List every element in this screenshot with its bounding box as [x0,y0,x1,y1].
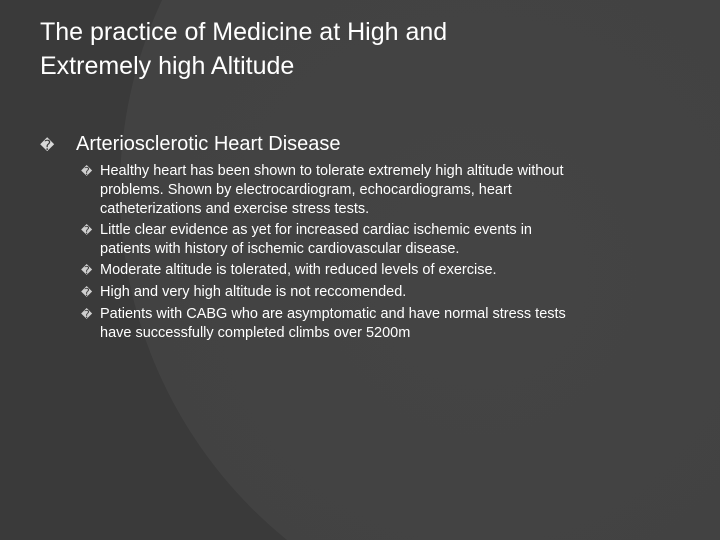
box-bullet-icon: � [81,225,93,237]
sub-bullet-line: catheterizations and exercise stress tests. [100,201,370,217]
box-bullet-icon: � [81,166,93,178]
sub-bullet-item [81,283,641,303]
sub-bullet-text [100,283,406,302]
main-bullet-label: Arteriosclerotic Heart Disease [76,133,341,155]
sub-bullet-line: have successfully completed climbs over 5200m [100,325,411,341]
sub-bullet-line: High and very high altitude is not reccomended. [100,284,407,300]
box-bullet-icon: � [81,287,93,299]
title-line-1: The practice of Medicine at High and [40,18,448,46]
sub-bullet-text [100,305,566,343]
sub-bullet-line: problems. Shown by electrocardiogram, echocardiograms, heart [100,182,512,198]
sub-bullet-line: Little clear evidence as yet for increased cardiac ischemic events in [100,222,532,238]
sub-bullet-item [81,162,641,219]
sub-bullet-list [81,162,641,345]
sub-bullet-item [81,305,641,343]
sub-bullet-line: Healthy heart has been shown to tolerate extremely high altitude without [100,163,564,179]
slide-title [40,15,680,83]
sub-bullet-text [100,261,497,280]
sub-bullet-line: patients with history of ischemic cardiovascular disease. [100,241,460,257]
sub-bullet-text [100,162,563,219]
main-bullet-item [40,129,680,159]
title-line-2: Extremely high Altitude [40,52,295,80]
sub-bullet-item [81,261,641,281]
sub-bullet-item [81,221,641,259]
sub-bullet-line: Moderate altitude is tolerated, with reduced levels of exercise. [100,262,497,278]
box-bullet-icon: � [81,309,93,321]
box-bullet-icon: � [81,265,93,277]
sub-bullet-text [100,221,532,259]
box-bullet-icon: � [40,136,55,153]
sub-bullet-line: Patients with CABG who are asymptomatic and have normal stress tests [100,306,566,322]
